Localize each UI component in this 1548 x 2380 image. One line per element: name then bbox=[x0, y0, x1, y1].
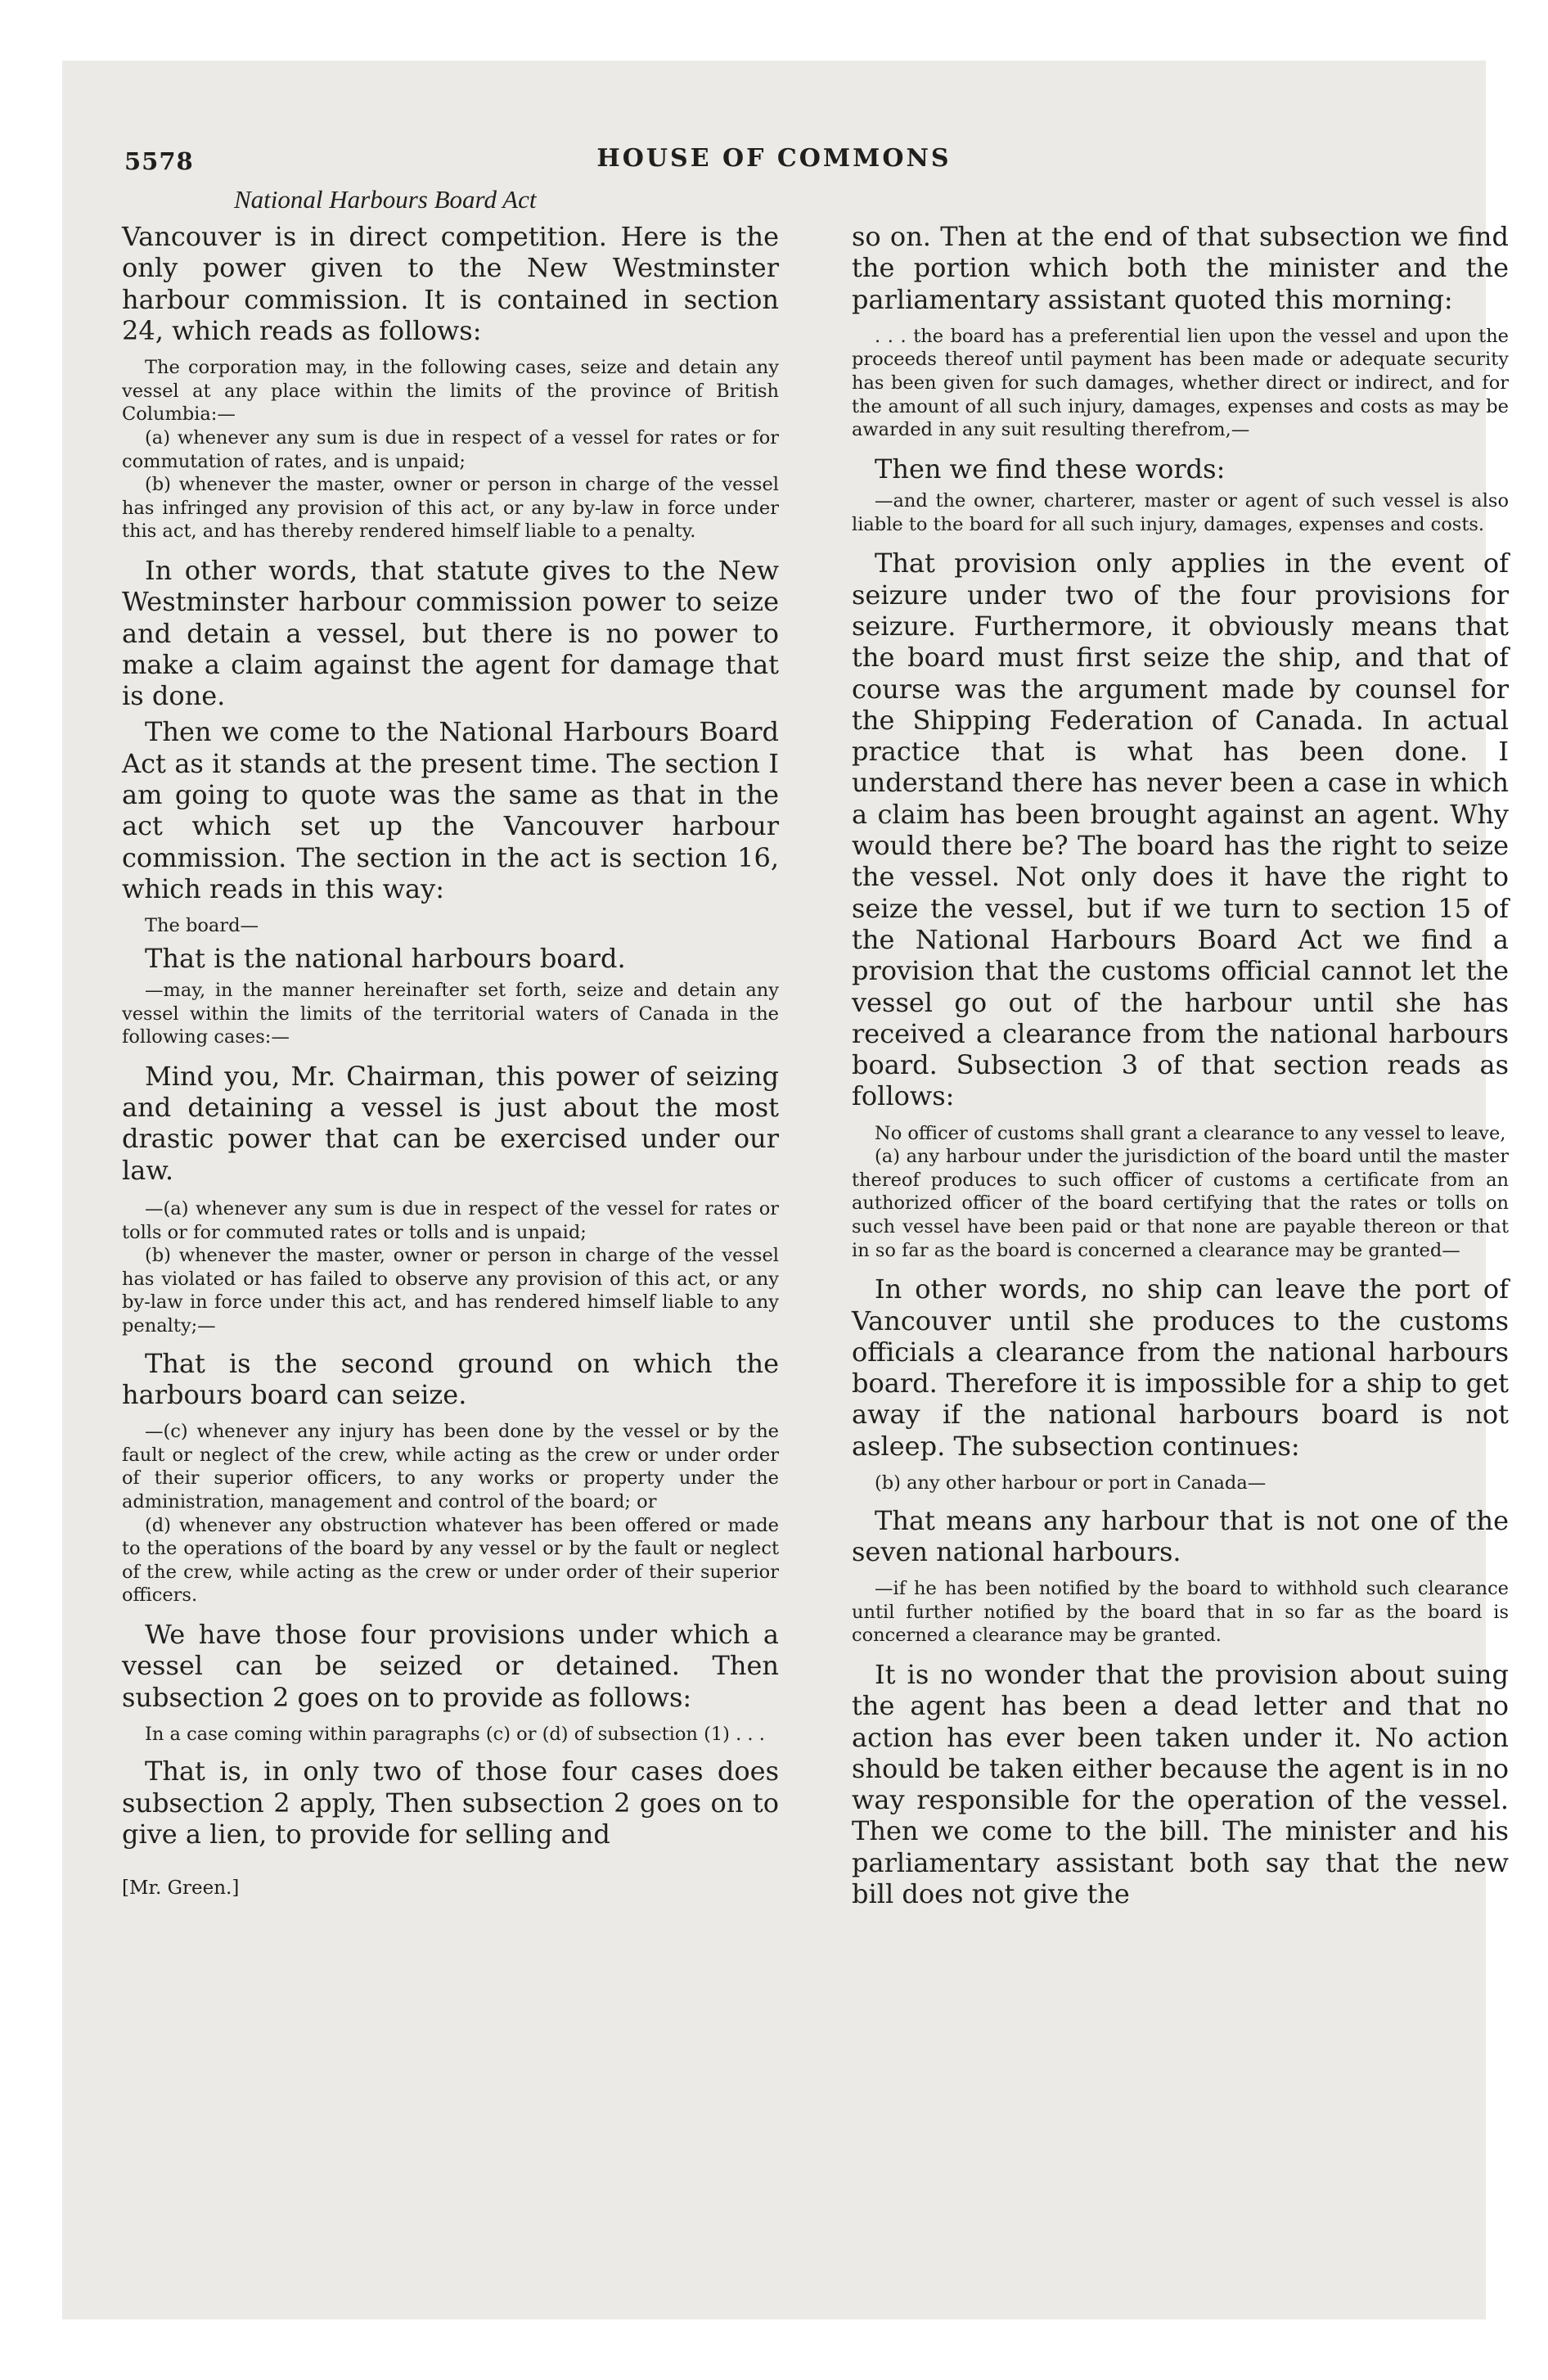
right-column bbox=[852, 221, 1509, 1909]
body-paragraph: Vancouver is in direct competition. Here is the only power given to the New Westminster harbour commission. It is contained in section 24, which reads as follows: bbox=[122, 221, 779, 346]
body-paragraph: That is, in only two of those four cases does subsection 2 apply, Then subsection 2 goes on to give a lien, to provide for selling and bbox=[122, 1756, 779, 1850]
body-paragraph: Then we find these words: bbox=[875, 453, 1226, 485]
body-paragraph: Then we come to the National Harbours Board Act as it stands at the present time. The section I am going to quote was the same as that in the act which set up the Vancouver harbour commission. The section in the act is section 16, which reads in this way: bbox=[122, 716, 779, 904]
quoted-text: —and the owner, charterer, master or agent of such vessel is also liable to the board for all such injury, damages, expenses and costs. bbox=[852, 490, 1509, 535]
left-column bbox=[122, 221, 779, 1899]
quoted-text: (b) any other harbour or port in Canada— bbox=[875, 1472, 1267, 1494]
body-paragraph: In other words, no ship can leave the port of Vancouver until she produces to the customs officials a clearance from the national harbours board. Therefore it is impossible for a ship to get away if the national harbours board is not asleep. The subsection continues: bbox=[852, 1273, 1509, 1462]
quoted-text: In a case coming within paragraphs (c) or (d) of subsection (1) . . . bbox=[145, 1723, 765, 1745]
quoted-text: . . . the board has a preferential lien upon the vessel and upon the proceeds thereof until payment has been made or adequate security has been given for such damages, whether direct or indirect, and for the amount of all such injury, damages, expenses and costs as may be awarded in any suit resulting therefrom,— bbox=[852, 325, 1509, 441]
quoted-text: —if he has been notified by the board to withhold such clearance until further notified by the board that in so far as the board is concerned a clearance may be granted. bbox=[852, 1578, 1509, 1647]
body-paragraph: In other words, that statute gives to the New Westminster harbour commission power to seize and detain a vessel, but there is no power to make a claim against the agent for damage that is done. bbox=[122, 554, 779, 712]
body-paragraph: That provision only applies in the event of seizure under two of the four provisions for seizure. Furthermore, it obviously means that the board must first seize the ship, and that of course was the argument made by counsel for the Shipping Federation of Canada. In actual practice that is what has been done. I understand there has never been a case in which a claim has been brought against an agent. Why would there be? The board has the right to seize the vessel. Not only does it have the right to seize the vessel, but if we turn to section 15 of the National Harbours Board Act we find a provision that the customs official cannot let the vessel go out of the harbour until she has received a clearance from the national harbours board. Subsection 3 of that section reads as follows: bbox=[852, 548, 1509, 1112]
quoted-text: (d) whenever any obstruction whatever has been offered or made to the operations of the board by any vessel or by the fault or neglect of the crew, while acting as the crew or under order of their superior officers. bbox=[122, 1514, 779, 1607]
quoted-text: —may, in the manner hereinafter set forth, seize and detain any vessel within the limits of the territorial waters of Canada in the following cases:— bbox=[122, 980, 779, 1048]
quoted-text: (a) any harbour under the jurisdiction of the board until the master thereof produces to such officer of customs a certificate from an authorized officer of the board certifying that the rates or tolls on such vessel have been paid or that none are payable thereon or that in so far as the board is concerned a clearance may be granted— bbox=[852, 1146, 1509, 1261]
body-paragraph: That means any harbour that is not one of the seven national harbours. bbox=[852, 1504, 1509, 1567]
body-paragraph: That is the national harbours board. bbox=[145, 942, 626, 974]
page-number: 5578 bbox=[124, 147, 194, 175]
body-paragraph: That is the second ground on which the harbours board can seize. bbox=[122, 1347, 779, 1410]
quoted-text: The corporation may, in the following cases, seize and detain any vessel at any place within the limits of the province of British Columbia:— bbox=[122, 357, 779, 426]
body-paragraph: so on. Then at the end of that subsection we find the portion which both the minister and the parliamentary assistant quoted this morning: bbox=[852, 221, 1509, 315]
quoted-text: (b) whenever the master, owner or person in charge of the vessel has infringed any provision of this act, or any by-law in force under this act, and has thereby rendered himself liable to a penalty. bbox=[122, 474, 779, 543]
body-paragraph: We have those four provisions under which a vessel can be seized or detained. Then subsection 2 goes on to provide as follows: bbox=[122, 1618, 779, 1713]
quoted-text: The board— bbox=[145, 915, 259, 937]
running-head: HOUSE OF COMMONS bbox=[596, 144, 952, 173]
section-title: National Harbours Board Act bbox=[234, 185, 537, 214]
quoted-text: No officer of customs shall grant a clearance to any vessel to leave, bbox=[875, 1122, 1506, 1144]
quoted-text: (a) whenever any sum is due in respect of a vessel for rates or for commutation of rates, and is unpaid; bbox=[122, 426, 779, 472]
body-paragraph: It is no wonder that the provision about suing the agent has been a dead letter and that no action has ever been taken under it. No action should be taken either because the agent is in no way responsible for the operation of the vessel. Then we come to the bill. The minister and his parliamentary assistant both say that the new bill does not give the bbox=[852, 1659, 1509, 1910]
quoted-text: —(c) whenever any injury has been done by the vessel or by the fault or neglect of the crew, while acting as the crew or under order of their superior officers, to any works or property under the administration, management and control of the board; or bbox=[122, 1421, 779, 1512]
speaker-note: [Mr. Green.] bbox=[122, 1877, 240, 1900]
document-page bbox=[62, 61, 1509, 2319]
quoted-text: —(a) whenever any sum is due in respect of the vessel for rates or tolls or for commuted rates or tolls and is unpaid; bbox=[122, 1198, 779, 1243]
quoted-text: (b) whenever the master, owner or person in charge of the vessel has violated or has failed to observe any provision of this act, or any by-law in force under this act, and has rendered himself liable to any penalty;— bbox=[122, 1245, 779, 1337]
body-paragraph: Mind you, Mr. Chairman, this power of seizing and detaining a vessel is just about the most drastic power that can be exercised under our law. bbox=[122, 1060, 779, 1186]
